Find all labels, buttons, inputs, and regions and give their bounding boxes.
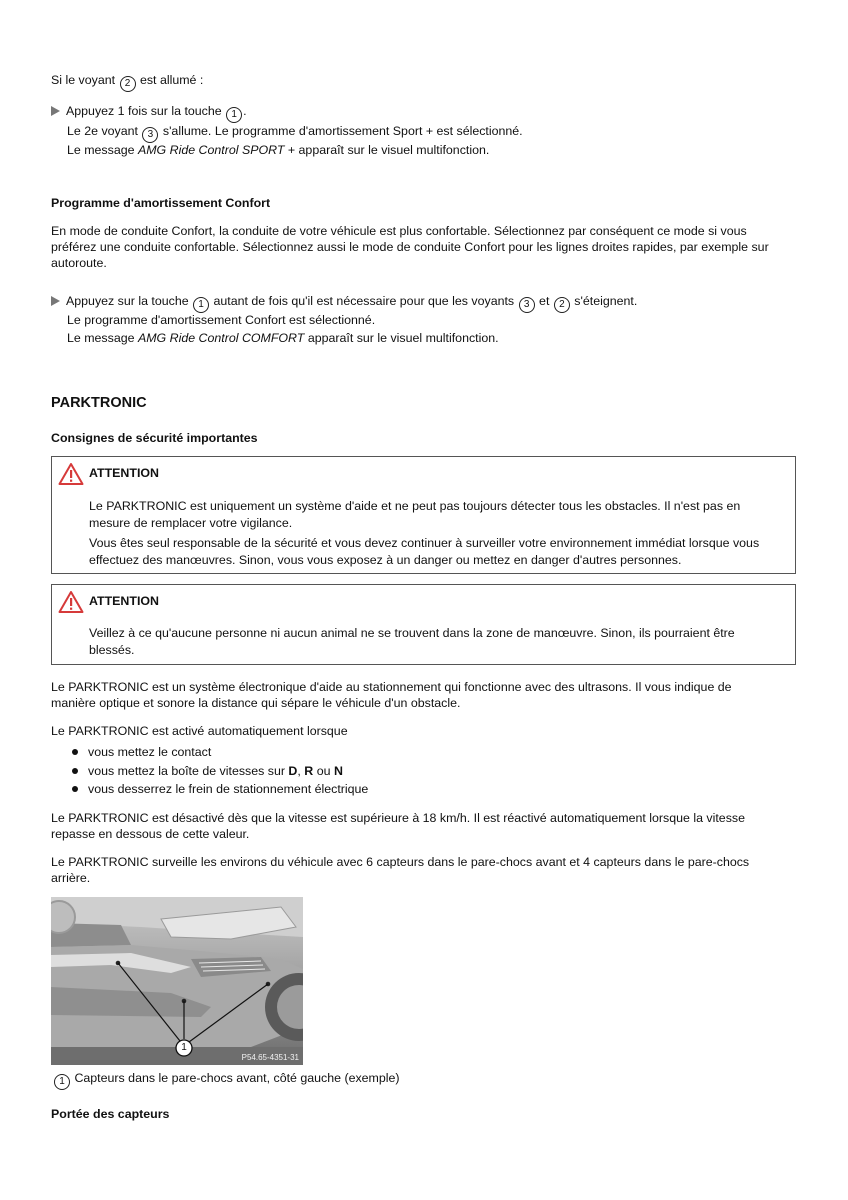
callout-3-icon: 3 <box>519 297 535 313</box>
warning-text: Veillez à ce qu'aucune personne ni aucun animal ne se trouvent dans la zone de manœuvre. Sinon, ils pourraient être blessés. <box>89 626 735 657</box>
warning-title: ATTENTION <box>89 594 159 608</box>
photo-reference-code: P54.65-4351-31 <box>241 1053 299 1062</box>
message-line: Le message AMG Ride Control SPORT + apparaît sur le visuel multifonction. <box>67 143 490 157</box>
confort-paragraph-line2: préférez une conduite confortable. Sélectionnez aussi le mode de conduite Confort pour les lignes droites rapides, par exemple sur <box>51 240 769 254</box>
photo-caption: 1 Capteurs dans le pare-chocs avant, côté gauche (exemple) <box>53 1070 400 1090</box>
bullet-item-contact: vous mettez le contact <box>72 744 211 761</box>
confort-heading: Programme d'amortissement Confort <box>51 196 271 210</box>
warning-title: ATTENTION <box>89 466 159 480</box>
parktronic-paragraph-1-line2: manière optique et sonore la distance qui sépare le véhicule d'un obstacle. <box>51 696 461 710</box>
safety-subheading: Consignes de sécurité importantes <box>51 431 258 445</box>
callout-2-icon: 2 <box>120 76 136 92</box>
bumper-sensor-photo <box>51 897 303 1065</box>
arrow-right-icon <box>51 106 60 116</box>
callout-3-icon: 3 <box>142 127 158 143</box>
photo-callout-number: 1 <box>181 1042 187 1053</box>
confort-message-line: Le message AMG Ride Control COMFORT apparaît sur le visuel multifonction. <box>67 331 499 345</box>
result-line: Le 2e voyant 3 s'allume. Le programme d'amortissement Sport + est sélectionné. <box>67 123 523 143</box>
confort-step-line: Appuyez sur la touche 1 autant de fois qu'il est nécessaire pour que les voyants 3 et 2 s'éteignent. <box>51 293 637 313</box>
arrow-right-icon <box>51 296 60 306</box>
confort-paragraph-line1: En mode de conduite Confort, la conduite de votre véhicule est plus confortable. Sélectionnez par conséquent ce mode si vous <box>51 224 747 238</box>
bullet-item-brake: vous desserrez le frein de stationnement électrique <box>72 781 368 798</box>
warning-triangle-icon <box>58 462 84 486</box>
confort-result-line: Le programme d'amortissement Confort est sélectionné. <box>67 313 376 327</box>
parktronic-paragraph-1-line1: Le PARKTRONIC est un système électronique d'aide au stationnement qui fonctionne avec des ultrasons. Il vous indique de <box>51 680 732 694</box>
callout-1-icon: 1 <box>226 107 242 123</box>
bullet-icon <box>72 786 78 792</box>
parktronic-paragraph-3-line2: repasse en dessous de cette valeur. <box>51 827 250 841</box>
parktronic-paragraph-4-line2: arrière. <box>51 871 91 885</box>
warning-text: Le PARKTRONIC est uniquement un système d'aide et ne peut pas toujours détecter tous les obstacles. Il n'est pas en mesure de remplacer votre vigilance. Vous êtes seul responsable de la sécurité et vous devez continuer à surveiller votre environnement immédiat lorsque vous effectuez des manœuvres. Sinon, vous vous exposez à un danger ou mettez en danger d'autres personnes. <box>89 499 760 567</box>
step-line: Appuyez 1 fois sur la touche 1 . <box>51 103 247 123</box>
parktronic-paragraph-3-line1: Le PARKTRONIC est désactivé dès que la vitesse est supérieure à 18 km/h. Il est réactivé automatiquement lorsque la vitesse <box>51 811 745 825</box>
warning-box-2 <box>51 584 796 665</box>
car-front-bumper-illustration <box>51 897 303 1065</box>
sensor-range-heading: Portée des capteurs <box>51 1107 170 1121</box>
warning-box-1 <box>51 456 796 574</box>
bullet-item-gear: vous mettez la boîte de vitesses sur D, R ou N <box>72 763 343 780</box>
intro-line: Si le voyant 2 est allumé : <box>51 72 203 92</box>
parktronic-paragraph-4-line1: Le PARKTRONIC surveille les environs du véhicule avec 6 capteurs dans le pare-chocs avant et 4 capteurs dans le pare-chocs <box>51 855 750 869</box>
bullet-icon <box>72 749 78 755</box>
parktronic-heading: PARKTRONIC <box>51 395 147 411</box>
callout-1-icon: 1 <box>193 297 209 313</box>
warning-triangle-icon <box>58 590 84 614</box>
confort-paragraph-line3: autoroute. <box>51 256 107 270</box>
parktronic-paragraph-2: Le PARKTRONIC est activé automatiquement lorsque <box>51 724 348 738</box>
callout-2-icon: 2 <box>554 297 570 313</box>
bullet-icon <box>72 768 78 774</box>
callout-1-icon: 1 <box>54 1074 70 1090</box>
